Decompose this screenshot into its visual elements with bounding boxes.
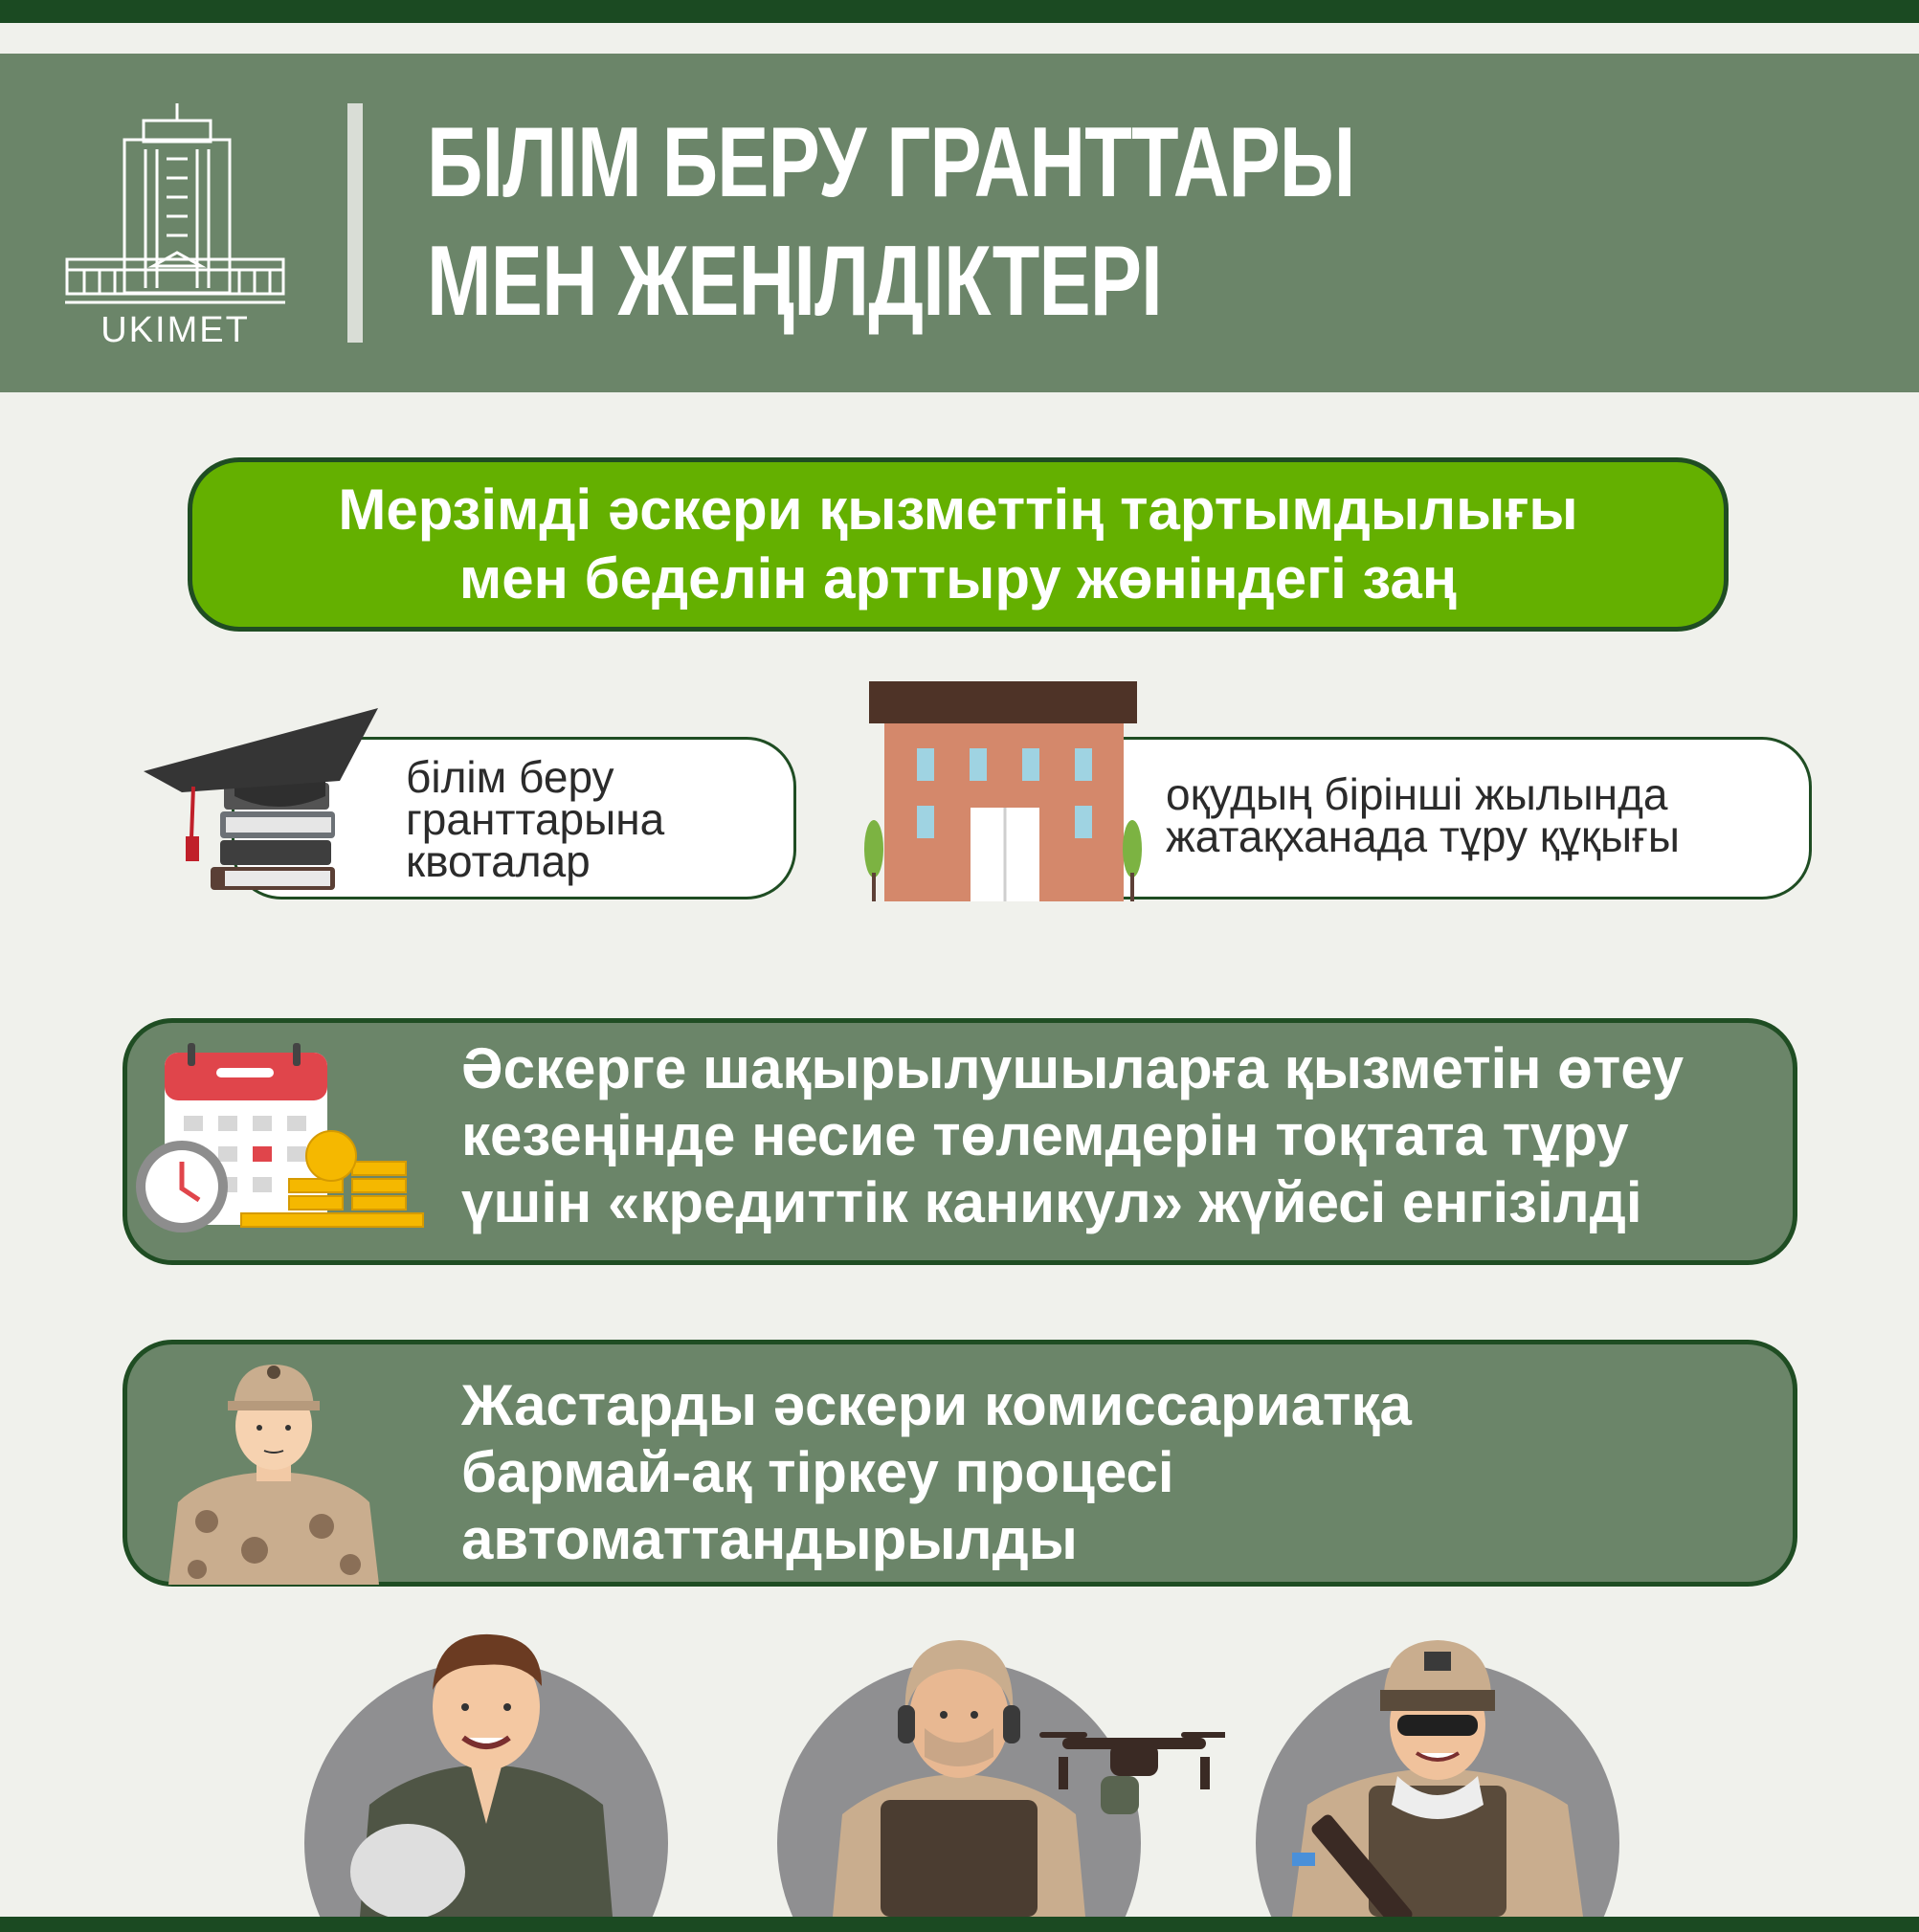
grant-quota-text: білім беру гранттарына квоталар bbox=[406, 752, 665, 886]
dormitory-text: оқудың бірінші жылында жатақханада тұру құқығы bbox=[1166, 769, 1680, 861]
calendar-coins-icon bbox=[130, 1043, 427, 1246]
title-line-2: МЕН ЖЕҢІЛДІКТЕРІ bbox=[427, 226, 1162, 337]
header-divider bbox=[347, 103, 363, 343]
drone-operator-illustration bbox=[775, 1632, 1225, 1917]
graduation-cap-icon bbox=[144, 704, 383, 896]
online-registration-text: Жастарды әскери комиссариатқа бармай-ақ тіркеу процесі автоматтандырылды bbox=[461, 1373, 1412, 1571]
government-building-icon bbox=[65, 101, 285, 307]
soldier-with-rifle-illustration bbox=[1254, 1632, 1621, 1917]
law-line-2: мен беделін арттыру жөніндегі заң bbox=[458, 546, 1458, 611]
dormitory-building-icon bbox=[859, 681, 1147, 903]
government-logo bbox=[65, 101, 285, 350]
soldier-icon bbox=[168, 1359, 379, 1585]
title-line-1: БІЛІМ БЕРУ ГРАНТТАРЫ bbox=[427, 107, 1355, 218]
logo-text: UKIMET bbox=[100, 310, 250, 350]
pilot-illustration bbox=[302, 1632, 670, 1917]
page-title bbox=[427, 103, 1354, 341]
law-banner bbox=[188, 457, 1729, 632]
law-line-1: Мерзімді әскери қызметтің тартымдылығы bbox=[338, 477, 1578, 542]
top-border-strip bbox=[0, 0, 1919, 23]
bottom-border-strip bbox=[0, 1917, 1919, 1932]
header-banner bbox=[0, 54, 1919, 392]
credit-holiday-text: Әскерге шақырылушыларға қызметін өтеу кезеңінде несие төлемдерін тоқтата тұру үшін «кредиттік каникул» жүйесі енгізілді bbox=[461, 1036, 1685, 1234]
